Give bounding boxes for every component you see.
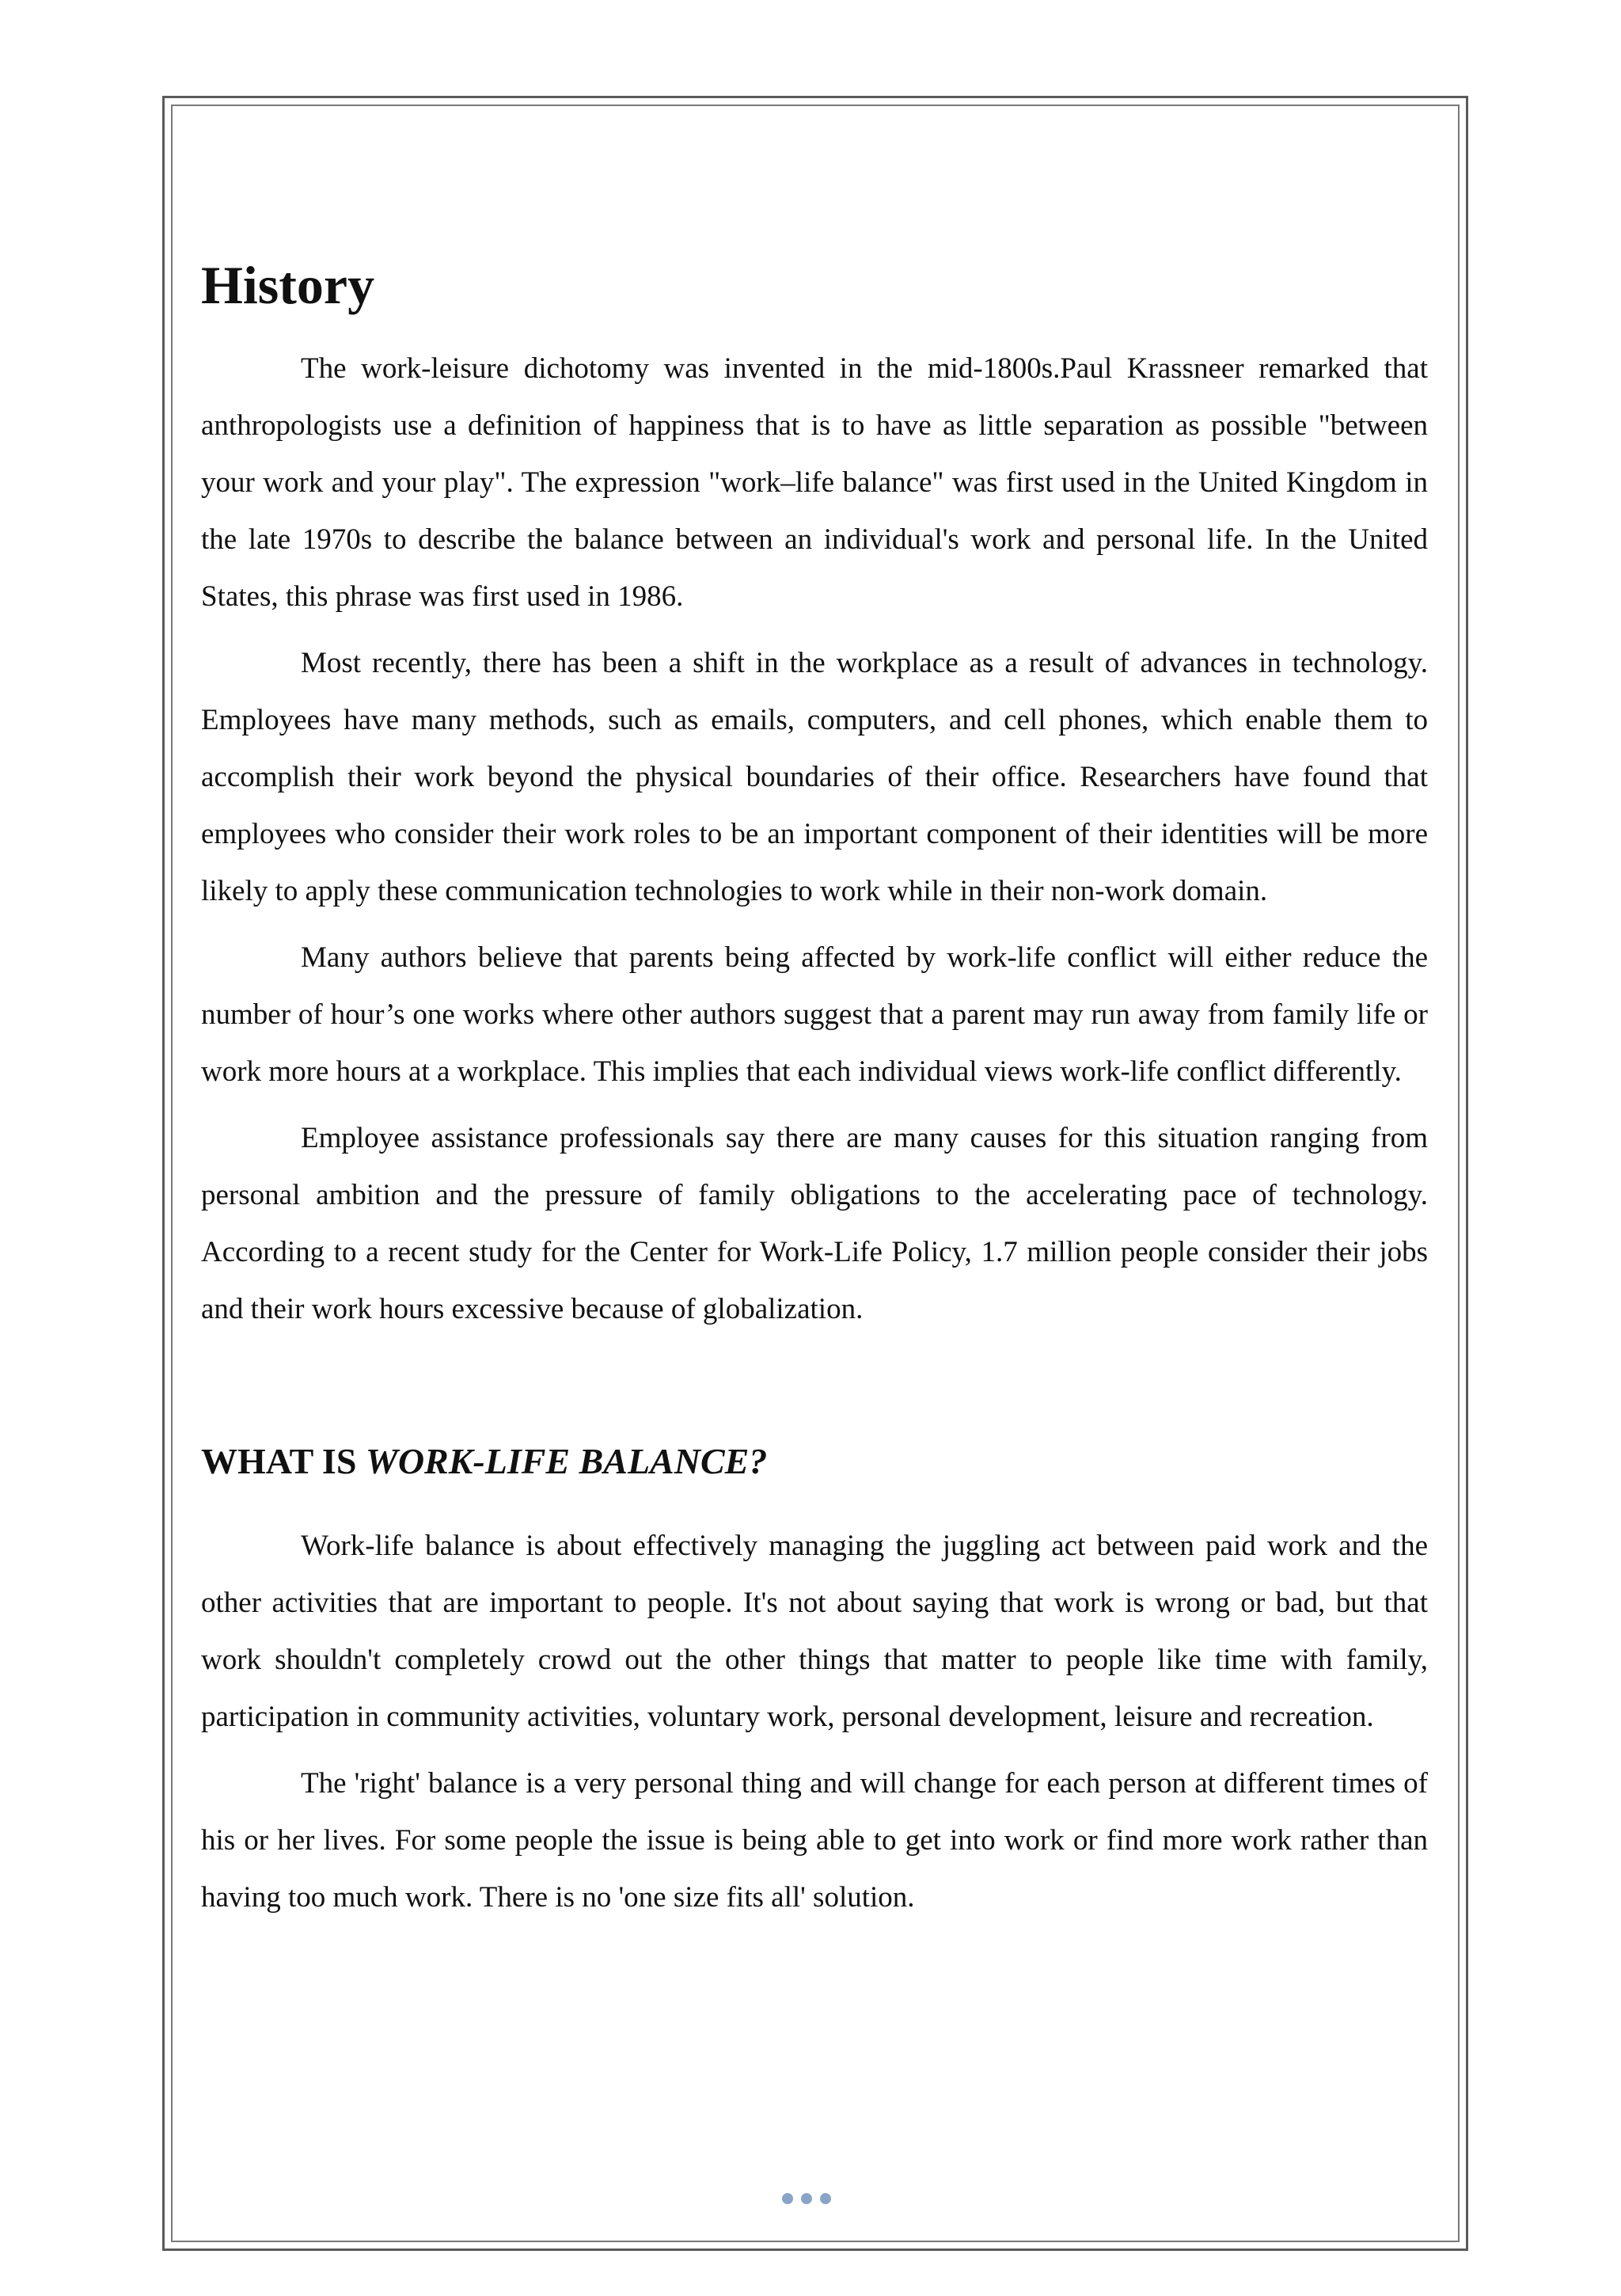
footer-dot bbox=[801, 2193, 812, 2204]
history-paragraph-3: Many authors believe that parents being affected by work-life conflict will either reduce the number of hour’s one works where other authors suggest that a parent may run away from family life or work more hours at a workplace. This implies that each individual views work-life conflict differently. bbox=[201, 941, 1428, 1088]
what-is-heading-emphasis: WORK-LIFE BALANCE? bbox=[365, 1440, 768, 1481]
footer-dot bbox=[820, 2193, 831, 2204]
three-dots-ornament-icon bbox=[782, 2193, 831, 2204]
history-paragraph-4: Employee assistance professionals say there are many causes for this situation ranging from personal ambition and the pressure of family obligations to the accelerating pace of technology. According to a recent study for the Center for Work-Life Policy, 1.7 million people consider their jobs and their work hours excessive because of globalization. bbox=[201, 1121, 1428, 1325]
what-is-heading bbox=[201, 1439, 1428, 1483]
what-is-heading-prefix: WHAT IS bbox=[201, 1440, 366, 1481]
what-is-paragraph-2: The 'right' balance is a very personal thing and will change for each person at different times of his or her lives. For some people the issue is being able to get into work or find more work rather than having too much work. There is no 'one size fits all' solution. bbox=[201, 1766, 1428, 1914]
history-heading: History bbox=[201, 255, 375, 315]
what-is-paragraph-1: Work-life balance is about effectively managing the juggling act between paid work and the other activities that are important to people. It's not about saying that work is wrong or bad, but that work shouldn't completely crowd out the other things that matter to people like time with family, participation in community activities, voluntary work, personal development, leisure and recreation. bbox=[201, 1529, 1428, 1733]
history-paragraph-1: The work-leisure dichotomy was invented in the mid-1800s.Paul Krassneer remarked that anthropologists use a definition of happiness that is to have as little separation as possible "between your work and your play". The expression "work–life balance" was first used in the United Kingdom in the late 1970s to describe the balance between an individual's work and personal life. In the United States, this phrase was first used in 1986. bbox=[201, 352, 1428, 613]
footer-dot bbox=[782, 2193, 793, 2204]
history-paragraph-2: Most recently, there has been a shift in the workplace as a result of advances in technology. Employees have many methods, such as emails, computers, and cell phones, which enable them to accomplish their work beyond the physical boundaries of their office. Researchers have found that employees who consider their work roles to be an important component of their identities will be more likely to apply these communication technologies to work while in their non-work domain. bbox=[201, 646, 1428, 907]
document-content bbox=[201, 253, 1428, 1936]
